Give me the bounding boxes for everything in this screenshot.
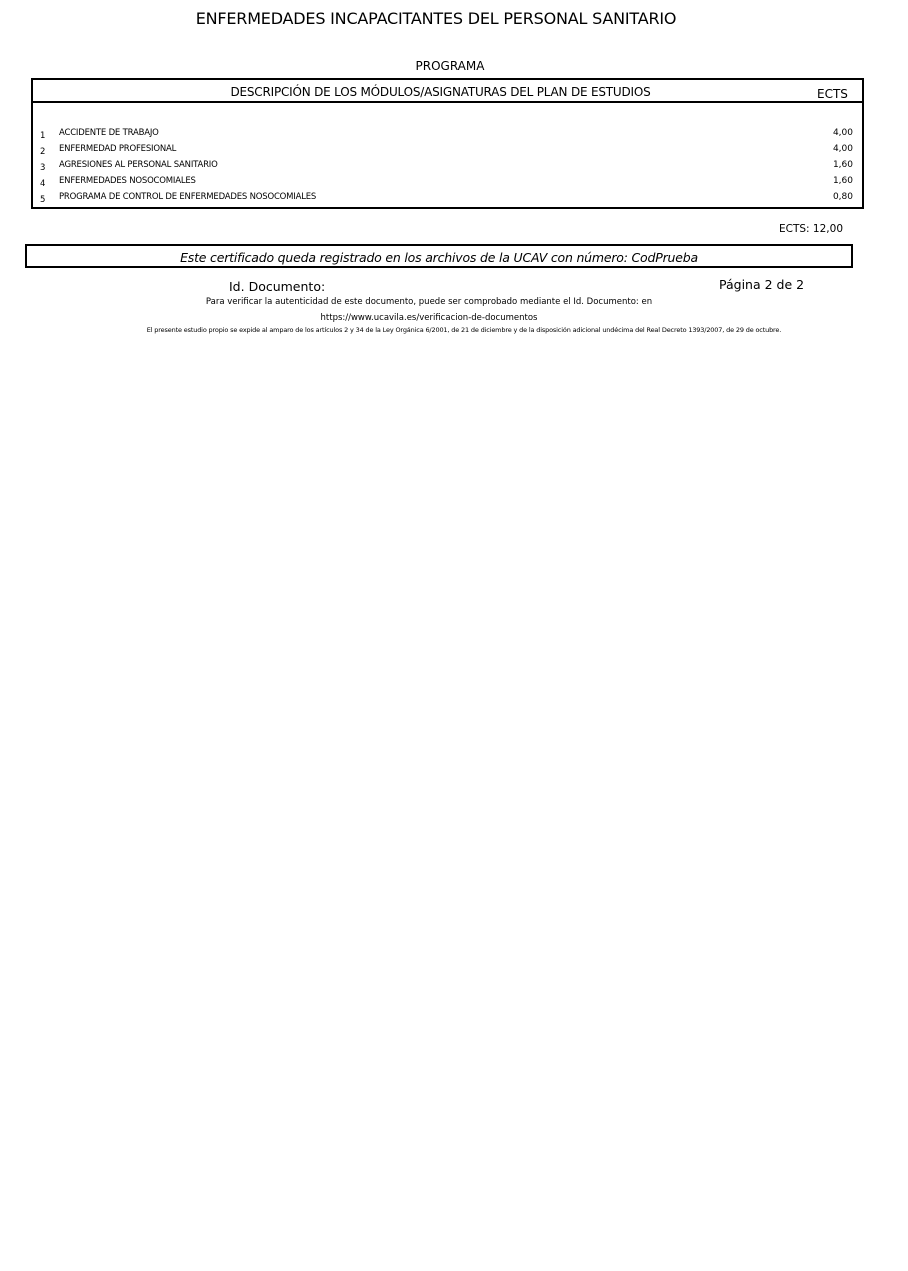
module-name: ENFERMEDAD PROFESIONAL [59,144,177,154]
table-row [33,144,862,160]
row-number: 3 [40,163,46,173]
registration-text: Este certificado queda registrado en los archivos de la UCAV con número: CodPrueba [180,250,698,265]
module-name: AGRESIONES AL PERSONAL SANITARIO [59,160,218,170]
document-id-label: Id. Documento: [229,279,326,294]
verification-url[interactable]: https://www.ucavila.es/verificacion-de-documentos [320,313,538,323]
page-number: Página 2 de 2 [719,277,805,292]
row-number: 1 [40,131,46,141]
module-ects: 1,60 [832,160,853,170]
header-ects: ECTS [817,87,848,101]
modules-table-body [31,103,864,209]
table-row [33,128,862,144]
module-ects: 0,80 [832,192,853,202]
verification-note: Para verificar la autenticidad de este documento, puede ser comprobado mediante el Id. Documento: en [205,297,653,307]
table-row [33,176,862,192]
module-ects: 4,00 [832,144,853,154]
module-ects: 4,00 [832,128,853,138]
registration-box [25,244,853,268]
modules-table-header [31,78,864,103]
table-row [33,160,862,176]
document-title: ENFERMEDADES INCAPACITANTES DEL PERSONAL SANITARIO [195,9,677,28]
module-name: PROGRAMA DE CONTROL DE ENFERMEDADES NOSOCOMIALES [59,192,317,202]
row-number: 5 [40,195,46,205]
module-ects: 1,60 [832,176,853,186]
ects-total: ECTS: 12,00 [779,223,843,235]
table-row [33,192,862,208]
row-number: 4 [40,179,46,189]
module-name: ACCIDENTE DE TRABAJO [59,128,159,138]
legal-notice: El presente estudio propio se expide al amparo de los artículos 2 y 34 de la Ley Orgánica 6/2001, de 21 de diciembre y de la disposición adicional undécima del Real Decreto 1393/2007, de 29 de octubre. [146,326,782,334]
row-number: 2 [40,147,46,157]
section-label: PROGRAMA [415,59,485,73]
header-description: DESCRIPCIÓN DE LOS MÓDULOS/ASIGNATURAS DEL PLAN DE ESTUDIOS [230,85,651,99]
module-name: ENFERMEDADES NOSOCOMIALES [59,176,196,186]
